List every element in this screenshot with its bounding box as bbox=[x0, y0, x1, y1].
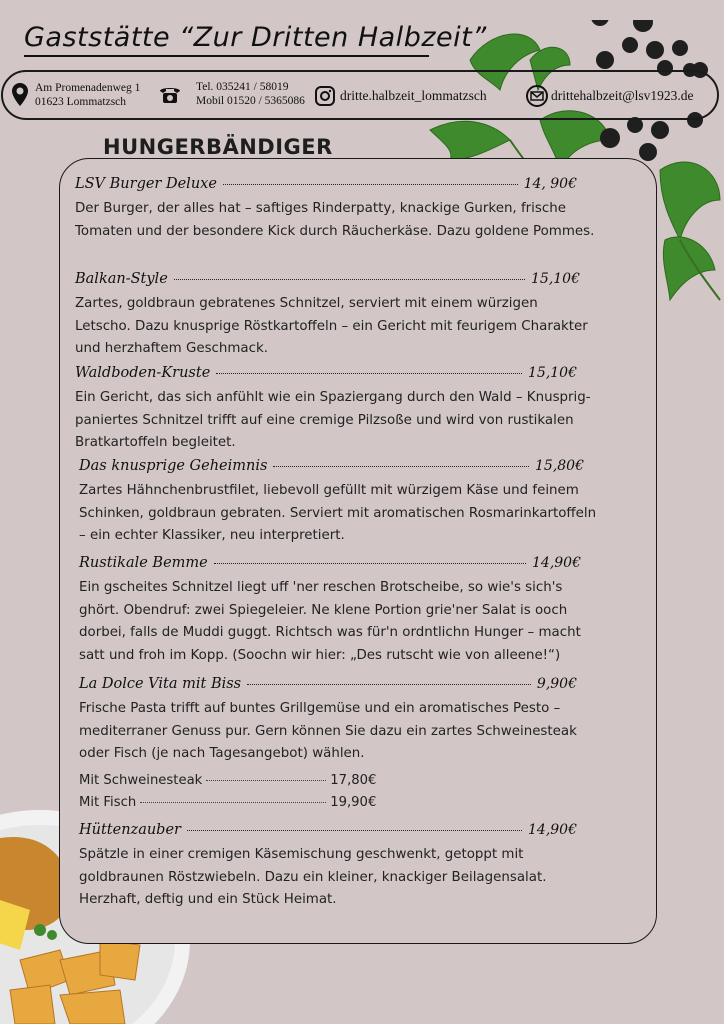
menu-item bbox=[79, 822, 599, 912]
leader-dots bbox=[223, 184, 518, 185]
item-name: LSV Burger Deluxe bbox=[75, 176, 217, 192]
item-description: Zartes, goldbraun gebratenes Schnitzel, serviert mit einem würzigen Letscho. Dazu knusprige Röstkartoffeln – ein Gericht mit feurigem Charakter und herzhaftem Geschmack. bbox=[75, 296, 588, 357]
leader-dots bbox=[187, 830, 522, 831]
item-price: 9,90€ bbox=[536, 676, 577, 692]
item-price: 14,90€ bbox=[532, 555, 581, 571]
option-label: Mit Fisch bbox=[79, 795, 137, 811]
phone-icon-wrap bbox=[158, 85, 182, 105]
item-description: Ein Gericht, das sich anfühlt wie ein Spaziergang durch den Wald – Knusprig-paniertes Schnitzel trifft auf eine cremige Pilzsoße und wird von rustikalen Bratkartoffeln begleitet. bbox=[75, 390, 591, 451]
item-name: Das knusprige Geheimnis bbox=[79, 458, 268, 474]
item-description: Spätzle in einer cremigen Käsemischung geschwenkt, getoppt mit goldbraunen Röstzwiebeln. Dazu ein kleiner, knackiger Beilagensalat. Herzhaft, deftig und ein Stück Heimat. bbox=[79, 847, 547, 908]
item-name: Balkan-Style bbox=[75, 271, 168, 287]
option-price: 19,90€ bbox=[330, 795, 377, 811]
option-dots bbox=[140, 802, 326, 803]
option-label: Mit Schweinesteak bbox=[79, 773, 203, 789]
menu-item bbox=[79, 555, 599, 668]
address-line2: 01623 Lommatzsch bbox=[35, 96, 127, 108]
leader-dots bbox=[174, 279, 525, 280]
mail-icon bbox=[526, 85, 548, 107]
menu-item bbox=[79, 458, 599, 548]
section-heading: HUNGERBÄNDIGER bbox=[103, 135, 333, 159]
item-name: Rustikale Bemme bbox=[79, 555, 208, 571]
leader-dots bbox=[216, 373, 522, 374]
email-address[interactable]: drittehalbzeit@lsv1923.de bbox=[551, 88, 694, 103]
item-name: Waldboden-Kruste bbox=[75, 365, 211, 381]
item-price: 15,80€ bbox=[535, 458, 584, 474]
instagram-icon bbox=[314, 85, 336, 107]
address-block bbox=[11, 81, 140, 109]
item-description: Zartes Hähnchenbrustfilet, liebevoll gefüllt mit würzigem Käse und feinem Schinken, goldbraun gebraten. Serviert mit aromatischen Rosmarinkartoffeln – ein echter Klassiker, neu interpretiert. bbox=[79, 483, 597, 544]
telephone-icon bbox=[158, 85, 182, 105]
item-name: La Dolce Vita mit Biss bbox=[79, 676, 242, 692]
item-name: Hüttenzauber bbox=[79, 822, 181, 838]
item-description: Ein gscheites Schnitzel liegt uff 'ner reschen Brotscheibe, so wie's sich's ghört. Obendruf: zwei Spiegeleier. Ne klene Portion grie'ner Salat is ooch dorbei, falls de Muddi guggt. Richtsch was für'n ordntlichn Hunger – macht satt und froh im Kopp. (Soochn wir hier: „Des rutscht wie von alleene!“) bbox=[79, 580, 581, 664]
option-price: 17,80€ bbox=[330, 773, 377, 789]
item-option bbox=[79, 792, 379, 814]
address-line1: Am Promenadenweg 1 bbox=[35, 82, 141, 94]
item-option bbox=[79, 770, 379, 792]
leader-dots bbox=[247, 684, 531, 685]
phone-line1[interactable]: Tel. 035241 / 58019 bbox=[196, 81, 289, 93]
item-description: Der Burger, der alles hat – saftiges Rinderpatty, knackige Gurken, frische Tomaten und der besondere Kick durch Räucherkäse. Dazu goldene Pommes. bbox=[75, 201, 595, 239]
item-price: 15,10€ bbox=[528, 365, 577, 381]
location-pin-icon bbox=[11, 82, 29, 108]
menu-item bbox=[79, 676, 599, 814]
phone-block bbox=[196, 80, 305, 108]
instagram-handle[interactable]: dritte.halbzeit_lommatzsch bbox=[340, 88, 487, 103]
phone-line2[interactable]: Mobil 01520 / 5365086 bbox=[196, 95, 305, 107]
menu-item bbox=[75, 271, 595, 361]
menu-item bbox=[75, 365, 595, 455]
menu-item bbox=[75, 176, 595, 243]
item-price: 14, 90€ bbox=[523, 176, 577, 192]
item-price: 14,90€ bbox=[528, 822, 577, 838]
title-underline bbox=[24, 55, 429, 57]
contact-bar bbox=[1, 70, 719, 120]
leader-dots bbox=[273, 466, 529, 467]
email-block bbox=[526, 85, 694, 107]
item-description: Frische Pasta trifft auf buntes Grillgemüse und ein aromatisches Pesto – mediterraner Genuss pur. Gern können Sie dazu ein zartes Schweinesteak oder Fisch (je nach Tagesangebot) wählen. bbox=[79, 701, 577, 762]
leader-dots bbox=[214, 563, 526, 564]
option-dots bbox=[206, 780, 326, 781]
instagram-block bbox=[314, 85, 487, 107]
restaurant-title: Gaststätte “Zur Dritten Halbzeit” bbox=[24, 22, 487, 53]
item-price: 15,10€ bbox=[531, 271, 580, 287]
